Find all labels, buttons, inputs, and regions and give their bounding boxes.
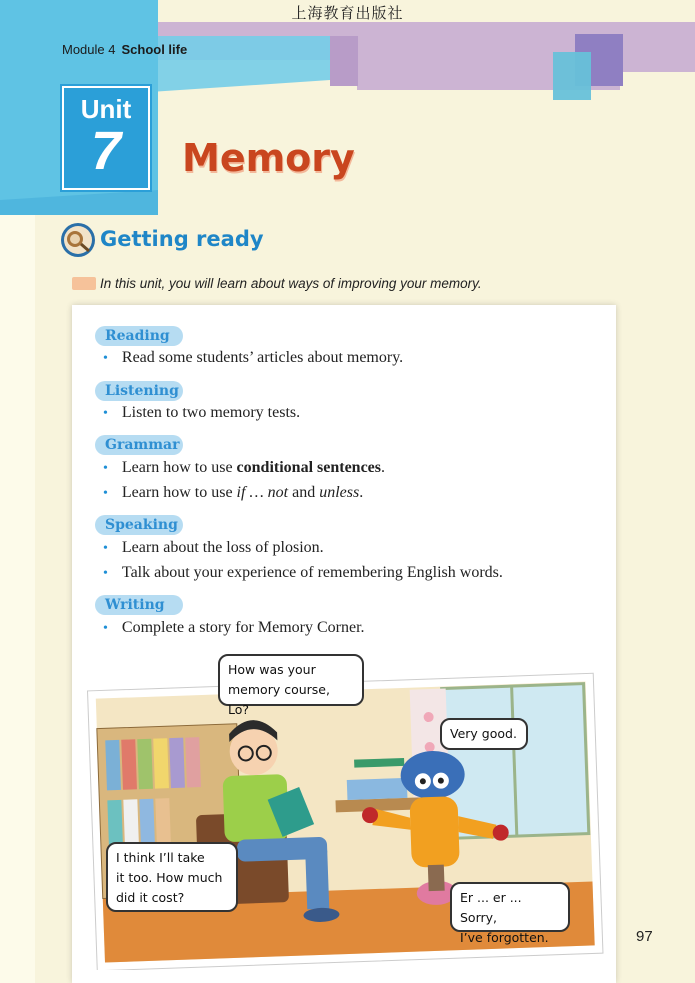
intro-text: In this unit, you will learn about ways of improving your memory. [100, 276, 482, 291]
list-item: • Read some students’ articles about memory. [103, 349, 404, 366]
list-item: • Listen to two memory tests. [103, 404, 301, 421]
bullet: • [103, 541, 108, 556]
heading-speaking: Speaking [95, 515, 183, 535]
bullet: • [103, 461, 108, 476]
list-item: • Learn how to use conditional sentences. [103, 459, 385, 476]
bullet: • [103, 486, 108, 501]
bullet: • [103, 621, 108, 636]
publisher-name: 上海教育出版社 [291, 4, 404, 22]
module-label [62, 42, 187, 57]
magnifier-icon [60, 222, 96, 258]
speech-bubble-cost: I think I’ll take it too. How much did it cost? [106, 842, 238, 912]
speech-bubble-forgotten: Er ... er ... Sorry, I’ve forgotten. [450, 882, 570, 932]
bullet: • [103, 566, 108, 581]
list-item: • Learn how to use if … not and unless. [103, 484, 364, 501]
page-title: Memory [182, 136, 355, 180]
page-margin [0, 210, 35, 983]
list-item: • Learn about the loss of plosion. [103, 539, 324, 556]
section-title: Getting ready [100, 227, 264, 251]
heading-grammar: Grammar [95, 435, 183, 455]
module-name: School life [121, 42, 188, 57]
heading-writing: Writing [95, 595, 183, 615]
heading-reading: Reading [95, 326, 183, 346]
intro-marker [72, 277, 96, 290]
unit-badge [62, 86, 150, 190]
heading-listening: Listening [95, 381, 183, 401]
list-item: • Talk about your experience of remembering English words. [103, 564, 503, 581]
speech-bubble-answer: Very good. [440, 718, 528, 750]
list-item: • Complete a story for Memory Corner. [103, 619, 365, 636]
page-number: 97 [636, 928, 653, 945]
unit-number: 7 [90, 121, 122, 181]
unit-word: Unit [80, 94, 132, 124]
bullet: • [103, 406, 108, 421]
bullet: • [103, 351, 108, 366]
speech-bubble-question: How was your memory course, Lo? [218, 654, 364, 706]
module-number: Module 4 [62, 42, 116, 57]
